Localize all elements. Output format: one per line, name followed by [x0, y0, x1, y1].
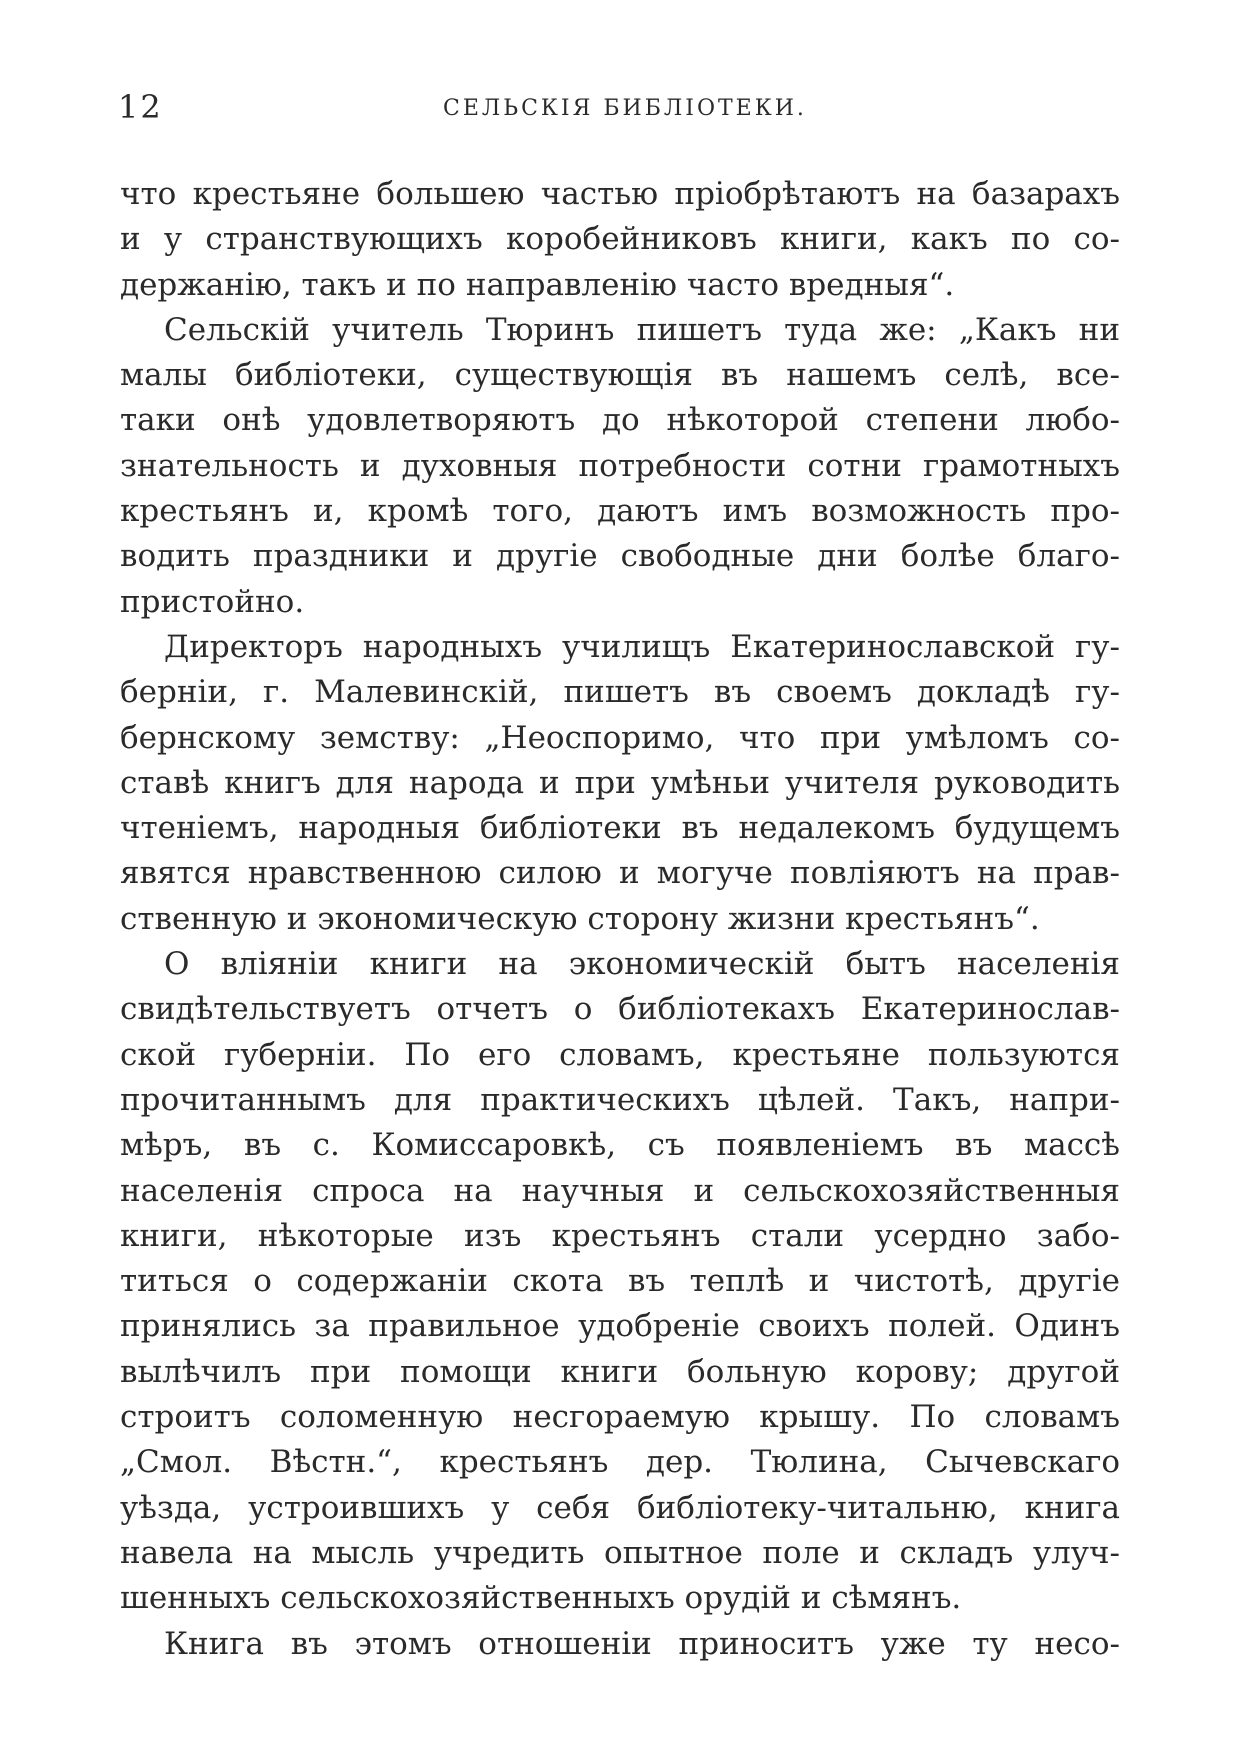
- text-line: свидѣтельствуетъ отчетъ о библіотекахъ Екатеринослав-: [120, 991, 1120, 1028]
- text-line: навела на мысль учредить опытное поле и складъ улуч-: [120, 1534, 1120, 1571]
- text-line: ставѣ книгъ для народа и при умѣньи учителя руководить: [120, 764, 1120, 801]
- text-line: берніи, г. Малевинскій, пишетъ въ своемъ докладѣ гу-: [120, 674, 1120, 711]
- text-line: прочитаннымъ для практическихъ цѣлей. Такъ, напри-: [120, 1081, 1120, 1118]
- page-header: [118, 88, 1118, 128]
- running-head: СЕЛЬСКІЯ БИБЛІОТЕКИ.: [443, 96, 807, 121]
- text-line: О вліяніи книги на экономическій бытъ населенія: [164, 946, 1120, 983]
- text-line: уѣзда, устроившихъ у себя библіотеку-читальню, книга: [120, 1489, 1120, 1526]
- text-line: мѣръ, въ с. Комиссаровкѣ, съ появленіемъ въ массѣ: [120, 1127, 1120, 1164]
- text-line: явятся нравственною силою и могуче повліяютъ на прав-: [120, 855, 1120, 892]
- body-text: [120, 172, 1120, 1667]
- text-line: ской губерніи. По его словамъ, крестьяне пользуются: [120, 1036, 1120, 1073]
- text-line: строитъ соломенную несгораемую крышу. По словамъ: [120, 1399, 1120, 1436]
- text-line: населенія спроса на научныя и сельскохозяйственныя: [120, 1172, 1120, 1209]
- text-line: принялись за правильное удобреніе своихъ полей. Одинъ: [120, 1308, 1120, 1345]
- text-line: книги, нѣкоторые изъ крестьянъ стали усердно забо-: [120, 1217, 1120, 1254]
- text-line: шенныхъ сельскохозяйственныхъ орудій и сѣмянъ.: [120, 1580, 962, 1617]
- text-line: Директоръ народныхъ училищъ Екатеринославской гу-: [164, 628, 1120, 665]
- text-line: вылѣчилъ при помощи книги больную корову; другой: [120, 1353, 1120, 1390]
- page-number: 12: [118, 88, 163, 126]
- text-line: крестьянъ и, кромѣ того, даютъ имъ возможность про-: [120, 493, 1120, 530]
- text-line: что крестьяне большею частью пріобрѣтаютъ на базарахъ: [120, 176, 1120, 212]
- text-line: и у странствующихъ коробейниковъ книги, какъ по со-: [120, 221, 1120, 258]
- text-line: „Смол. Вѣстн.“, крестьянъ дер. Тюлина, Сычевскаго: [120, 1444, 1120, 1481]
- text-line: знательность и духовныя потребности сотни грамотныхъ: [120, 447, 1120, 484]
- text-line: пристойно.: [120, 583, 305, 620]
- text-line: Книга въ этомъ отношеніи приноситъ уже ту несо-: [164, 1625, 1120, 1662]
- text-line: титься о содержаніи скота въ теплѣ и чистотѣ, другіе: [120, 1263, 1120, 1300]
- text-line: держанію, такъ и по направленію часто вредныя“.: [120, 266, 955, 303]
- text-line: чтеніемъ, народныя библіотеки въ недалекомъ будущемъ: [120, 810, 1120, 847]
- text-line: водить праздники и другіе свободные дни болѣе благо-: [120, 538, 1120, 575]
- text-line: бернскому земству: „Неоспоримо, что при умѣломъ со-: [120, 719, 1120, 756]
- text-line: Сельскій учитель Тюринъ пишетъ туда же: „Какъ ни: [164, 311, 1120, 348]
- text-line: таки онѣ удовлетворяютъ до нѣкоторой степени любо-: [120, 402, 1120, 439]
- text-line: ственную и экономическую сторону жизни крестьянъ“.: [120, 900, 1040, 937]
- text-line: малы библіотеки, существующія въ нашемъ селѣ, все-: [120, 357, 1120, 394]
